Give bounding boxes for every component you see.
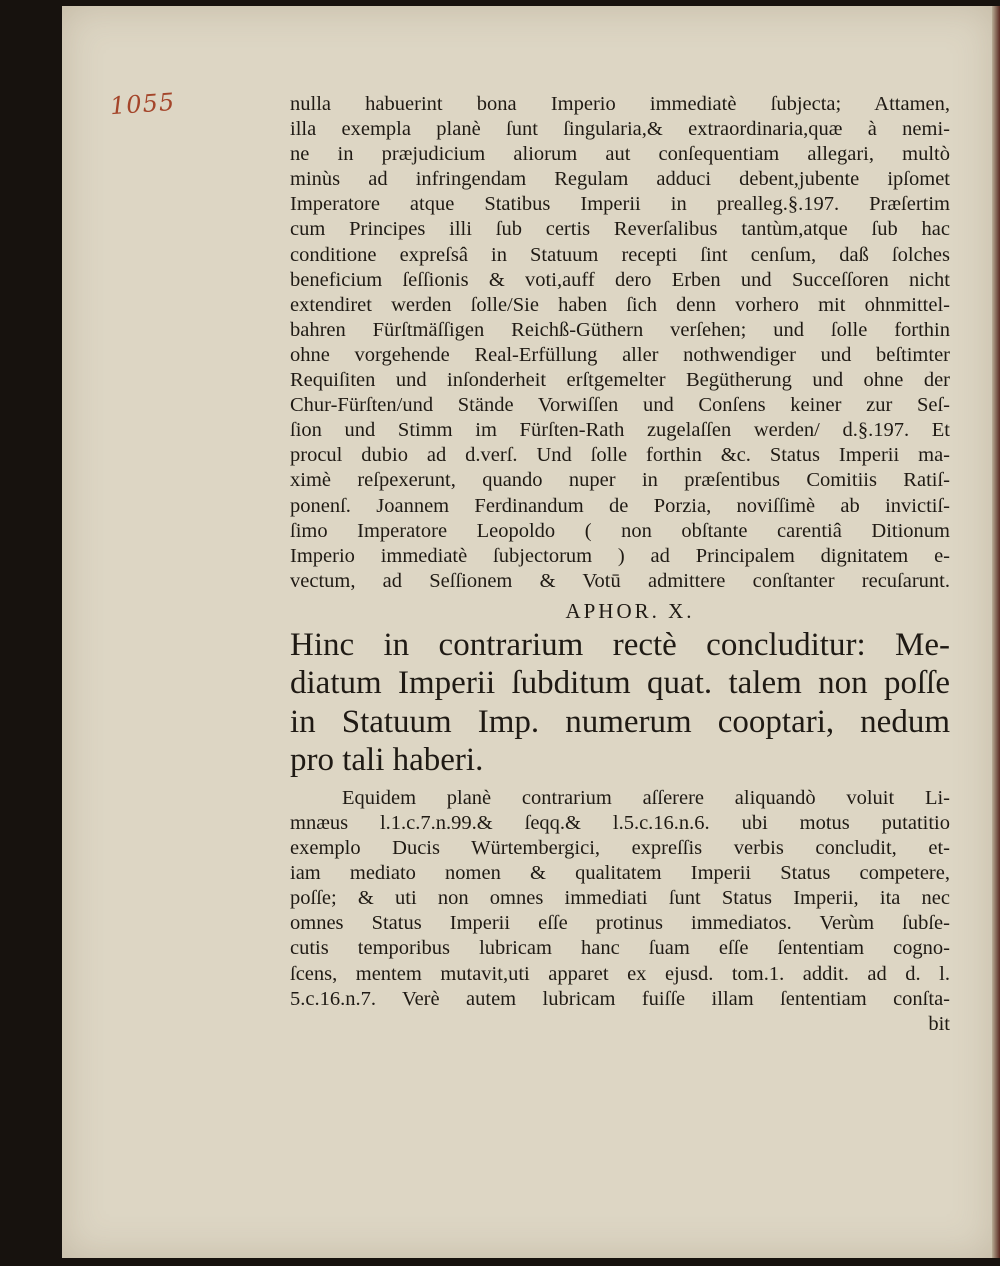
thesis-line: diatum Imperii ſubditum quat. talem non poſſe [290, 665, 950, 702]
text-line: beneficium ſeſſionis & voti,auff dero Erben und Succeſſoren nicht [290, 268, 950, 291]
text-line: illa exempla planè ſunt ſingularia,& extraordinaria,quæ à nemi- [290, 118, 950, 141]
aphorism-heading: APHOR. X. [565, 598, 695, 623]
text-line: Imperio immediatè ſubjectorum ) ad Principalem dignitatem e- [290, 544, 950, 567]
text-line: Requiſiten und inſonderheit erſtgemelter Begütherung und ohne der [290, 369, 950, 392]
text-line: iam mediato nomen & qualitatem Imperii Status competere, [290, 862, 950, 885]
text-line: ſcens, mentem mutavit,uti apparet ex ejusd. tom.1. addit. ad d. l. [290, 962, 950, 985]
catchword: bit [928, 1012, 950, 1035]
text-line: cutis temporibus lubricam hanc ſuam eſſe ſententiam cogno- [290, 937, 950, 960]
thesis-line: in Statuum Imp. numerum cooptari, nedum [290, 703, 950, 740]
text-line: omnes Status Imperii eſſe protinus immediatos. Verùm ſubſe- [290, 912, 950, 935]
page-edge [992, 6, 1000, 1258]
text-block [290, 92, 950, 1037]
text-line: ſion und Stimm im Fürſten-Rath zugelaſſen werden/ d.§.197. Et [290, 419, 950, 442]
text-line: cum Principes illi ſub certis Reverſalibus tantùm,atque ſub hac [290, 218, 950, 241]
text-line: ohne vorgehende Real-Erfüllung aller nothwendiger und beſtimter [290, 343, 950, 366]
text-line: vectum, ad Seſſionem & Votū admittere conſtanter recuſarunt. [290, 569, 950, 592]
text-line: extendiret werden ſolle/Sie haben ſich denn vorhero mit ohnmittel- [290, 293, 950, 316]
text-line: procul dubio ad d.verſ. Und ſolle forthin &c. Status Imperii ma- [290, 444, 950, 467]
paragraph-1 [290, 92, 950, 594]
text-line: Equidem planè contrarium aſſerere aliquandò voluit Li- [342, 786, 950, 809]
text-line: nulla habuerint bona Imperio immediatè ſubjecta; Attamen, [290, 93, 950, 115]
text-line: exemplo Ducis Würtembergici, expreſſis verbis concludit, et- [290, 837, 950, 860]
text-line: ponenſ. Joannem Ferdinandum de Porzia, noviſſimè ab invictiſ- [290, 494, 950, 517]
text-line: ſimo Imperatore Leopoldo ( non obſtante carentiâ Ditionum [290, 519, 950, 542]
page-number: 1055 [109, 87, 176, 121]
aphorism-thesis [290, 626, 950, 780]
text-line: poſſe; & uti non omnes immediati ſunt Status Imperii, ita nec [290, 887, 950, 910]
text-line: mnæus l.1.c.7.n.99.& ſeqq.& l.5.c.16.n.6. ubi motus putatitio [290, 811, 950, 834]
text-line: ximè reſpexerunt, quando nuper in præſentibus Comitiis Ratiſ- [290, 469, 950, 492]
text-line: Chur-Fürſten/und Stände Vorwiſſen und Conſens keiner zur Seſ- [290, 394, 950, 417]
thesis-line: Hinc in contrarium rectè concluditur: Me- [290, 626, 950, 663]
paragraph-2 [290, 786, 950, 1037]
thesis-line: pro tali haberi. [290, 742, 484, 779]
text-line: 5.c.16.n.7. Verè autem lubricam fuiſſe illam ſententiam conſta- [290, 987, 950, 1010]
text-line: ne in præjudicium aliorum aut conſequentiam allegari, multò [290, 143, 950, 166]
text-line: minùs ad infringendam Regulam adduci debent,jubente ipſomet [290, 168, 950, 191]
text-line: bahren Fürſtmäſſigen Reichß-Güthern verſehen; und ſolle forthin [290, 318, 950, 341]
text-line: Imperatore atque Statibus Imperii in prealleg.§.197. Præſertim [290, 193, 950, 216]
text-line: conditione expreſsâ in Statuum recepti ſint cenſum, daß ſolches [290, 243, 950, 266]
